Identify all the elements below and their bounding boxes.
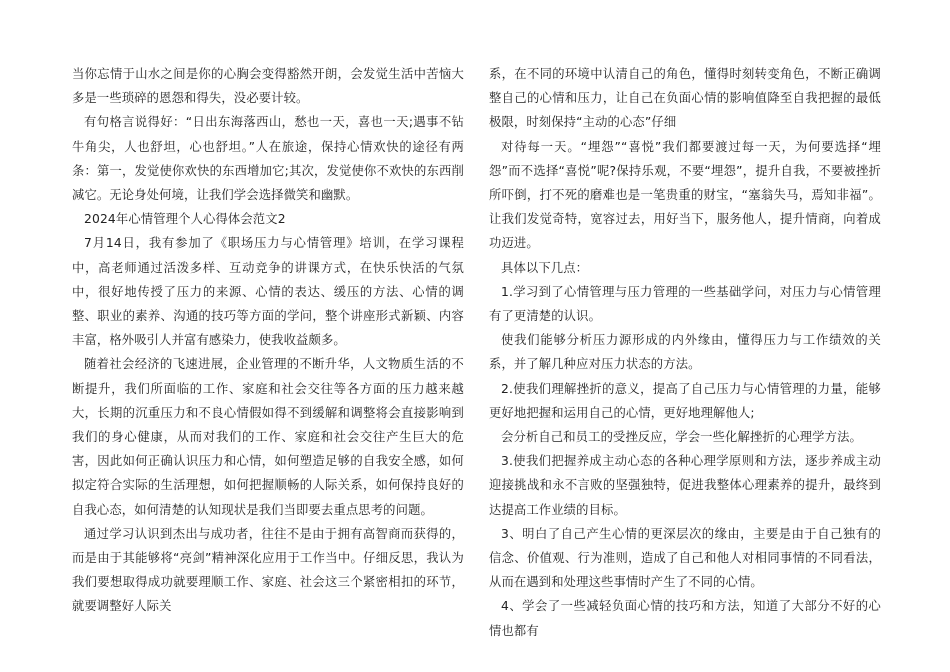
left-column: [72, 62, 464, 619]
right-column: [489, 62, 881, 643]
list-item: 4、学会了一些减轻负面心情的技巧和方法，知道了大部分不好的心情也都有: [489, 599, 881, 638]
list-item: 3、明白了自己产生心情的更深层次的缘由，主要是由于自己独有的信念、价值观、行为准则，造成了自己和他人对相同事情的不同看法，从而在遇到和处理这些事情时产生了不同的心情。: [489, 526, 881, 590]
list-item: 2.使我们理解挫折的意义，提高了自己压力与心情管理的力量，能够更好地把握和运用自己的心情，更好地理解他人;: [489, 381, 881, 420]
list-item: 3.使我们把握养成主动心态的各种心理学原则和方法，逐步养成主动迎接挑战和永不言败的坚强独特，促进我整体心理素养的提升，最终到达提高工作业绩的目标。: [489, 454, 881, 517]
list-item: 1.学习到了心情管理与压力管理的一些基础学问，对压力与心情管理有了更清楚的认识。: [489, 284, 881, 324]
paragraph: 系，在不同的环境中认清自己的角色，懂得时刻转变角色，不断正确调整自己的心情和压力，让自己在负面心情的影响值降至自我把握的最低极限，时刻保持“主动的心态”仔细: [489, 67, 881, 130]
section-heading: 2024年心情管理个人心得体会范文2: [84, 212, 286, 227]
paragraph: 有句格言说得好：“日出东海落西山，愁也一天，喜也一天;遇事不钻牛角尖，人也舒坦，心也舒坦。”人在旅途，保持心情欢快的途径有两条：第一，发觉使你欢快的东西增加它;其次，发觉使你不欢快的东西削减它。无论身处何境，让我们学会选择微笑和幽默。: [72, 115, 464, 203]
paragraph: 当你忘情于山水之间是你的心胸会变得豁然开朗，会发觉生活中苦恼大多是一些琐碎的恩怨和得失，没必要计较。: [72, 67, 464, 106]
paragraph: 具体以下几点：: [501, 260, 589, 275]
paragraph: 对待每一天。“埋怨”“喜悦”我们都要渡过每一天，为何要选择“埋怨”而不选择“喜悦”呢?保持乐观，不要“埋怨”，提升自我，不要被挫折所吓倒，打不死的磨难也是一笔贵重的财宝，“塞翁失马，焉知非福”。让我们发觉奇特，宽容过去，用好当下，服务他人，提升情商，向着成功迈进。: [489, 139, 881, 251]
paragraph: 使我们能够分析压力源形成的内外缘由，懂得压力与工作绩效的关系，并了解几种应对压力状态的方法。: [489, 333, 881, 372]
paragraph: 7月14日，我有参加了《职场压力与心情管理》培训，在学习课程中，高老师通过活泼多样、互动竞争的讲课方式，在快乐快活的气氛中，很好地传授了压力的来源、心情的表达、缓压的方法、心情的调整、职业的素养、沟通的技巧等方面的学问，整个讲座形式新颖、内容丰富，格外吸引人并富有感染力，使我收益颇多。: [72, 236, 464, 348]
paragraph: 通过学习认识到杰出与成功者，往往不是由于拥有高智商而获得的，而是由于其能够将“亮剑”精神深化应用于工作当中。仔细反思，我认为我们要想取得成功就要理顺工作、家庭、社会这三个紧密相扣的环节，就要调整好人际关: [72, 526, 464, 614]
paragraph: 会分析自己和员工的受挫反应，学会一些化解挫折的心理学方法。: [501, 430, 862, 445]
paragraph: 随着社会经济的飞速进展，企业管理的不断升华，人文物质生活的不断提升，我们所面临的工作、家庭和社会交往等各方面的压力越来越大，长期的沉重压力和不良心情假如得不到缓解和调整将会直接影响到我们的身心健康，从而对我们的工作、家庭和社会交往产生巨大的危害，因此如何正确认识压力和心情，如何塑造足够的自我安全感，如何拟定符合实际的生活理想，如何把握顺畅的人际关系，如何保持良好的自我心态，如何清楚的认知现状是我们当即要去重点思考的问题。: [72, 357, 464, 517]
